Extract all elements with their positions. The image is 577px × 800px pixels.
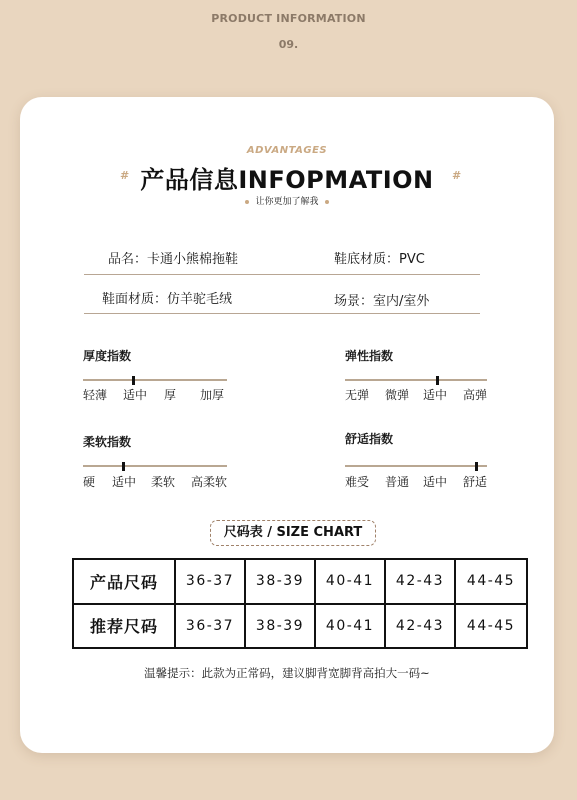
section-title: PRODUCT INFORMATION <box>211 12 366 25</box>
product-name: 品名：卡通小熊棉拖鞋 <box>108 252 239 267</box>
subtitle-text: 让你更加了解我 <box>255 197 319 207</box>
softness-tick: 柔软 <box>151 475 176 489</box>
dot-icon <box>325 200 329 204</box>
divider <box>84 313 480 314</box>
softness-index-title: 柔软指数 <box>83 435 132 449</box>
softness-scale <box>83 465 227 467</box>
elasticity-tick: 高弹 <box>463 388 488 402</box>
thickness-tick: 轻薄 <box>83 388 108 402</box>
thickness-tick: 适中 <box>123 388 148 402</box>
page-title: 产品信息INFOPMATION <box>140 166 434 194</box>
table-cell: 36-37 <box>175 559 245 604</box>
thickness-tick: 厚 <box>164 388 177 402</box>
table-cell: 36-37 <box>175 604 245 649</box>
scene: 场景：室内/室外 <box>334 294 430 309</box>
comfort-tick: 难受 <box>345 475 370 489</box>
table-cell: 40-41 <box>315 604 385 649</box>
warm-tip: 温馨提示：此款为正常码，建议脚背宽脚背高拍大一码~ <box>144 666 430 680</box>
elasticity-tick: 适中 <box>423 388 448 402</box>
comfort-marker <box>475 462 478 471</box>
thickness-marker <box>132 376 135 385</box>
table-cell: 44-45 <box>455 559 527 604</box>
elasticity-tick: 无弹 <box>345 388 370 402</box>
elasticity-index-title: 弹性指数 <box>345 349 394 363</box>
table-row <box>73 604 527 649</box>
upper-material: 鞋面材质：仿羊驼毛绒 <box>102 292 233 307</box>
row-header: 推荐尺码 <box>73 604 175 649</box>
elasticity-tick: 微弹 <box>385 388 410 402</box>
product-info-card <box>20 97 554 753</box>
comfort-tick: 普通 <box>385 475 410 489</box>
sole-material: 鞋底材质：PVC <box>334 252 425 267</box>
comfort-tick: 舒适 <box>463 475 488 489</box>
size-chart-table <box>72 558 528 649</box>
comfort-scale <box>345 465 487 467</box>
table-row <box>73 559 527 604</box>
comfort-tick: 适中 <box>423 475 448 489</box>
subtitle <box>20 194 554 207</box>
softness-tick: 高柔软 <box>191 475 228 489</box>
thickness-scale <box>83 379 227 381</box>
advantages-label: ADVANTAGES <box>246 145 328 156</box>
softness-tick: 适中 <box>112 475 137 489</box>
hash-icon: # <box>120 169 130 182</box>
dot-icon <box>245 200 249 204</box>
thickness-index-title: 厚度指数 <box>83 349 132 363</box>
comfort-index-title: 舒适指数 <box>345 432 394 446</box>
elasticity-scale <box>345 379 487 381</box>
table-cell: 40-41 <box>315 559 385 604</box>
softness-tick: 硬 <box>83 475 96 489</box>
row-header: 产品尺码 <box>73 559 175 604</box>
table-cell: 38-39 <box>245 559 315 604</box>
thickness-tick: 加厚 <box>200 388 225 402</box>
table-cell: 42-43 <box>385 559 455 604</box>
table-cell: 38-39 <box>245 604 315 649</box>
hash-icon: # <box>452 169 462 182</box>
table-cell: 44-45 <box>455 604 527 649</box>
divider <box>84 274 480 275</box>
elasticity-marker <box>436 376 439 385</box>
softness-marker <box>122 462 125 471</box>
size-chart-label: 尺码表 / SIZE CHART <box>210 520 376 546</box>
section-number: 09. <box>278 38 299 51</box>
table-cell: 42-43 <box>385 604 455 649</box>
